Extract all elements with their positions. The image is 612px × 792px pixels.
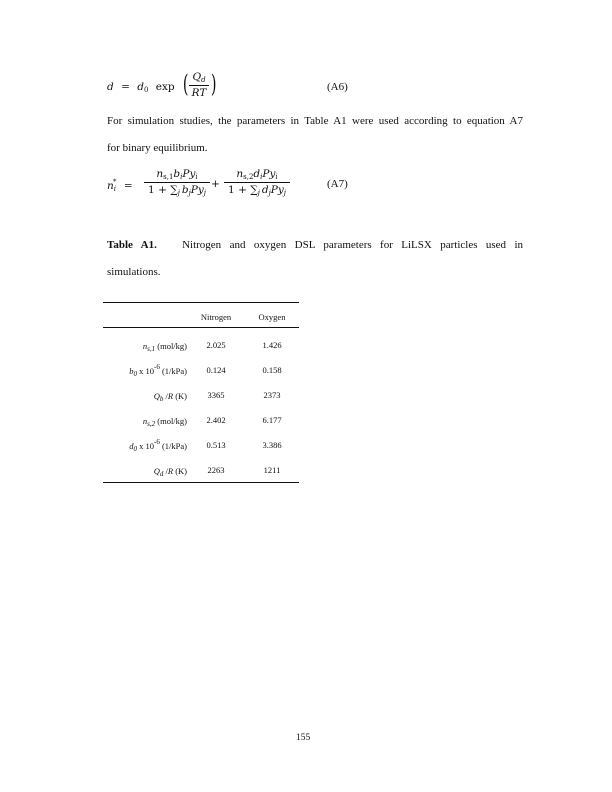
parameter-table <box>103 302 299 484</box>
eq-a6-fraction: $Q_d$ RT <box>189 71 209 99</box>
table-cell-oxygen: 2373 <box>263 390 281 400</box>
equation-a6 <box>107 70 367 106</box>
table-caption <box>107 232 523 286</box>
equation-a7 <box>107 168 367 208</box>
table-header-rule <box>103 327 299 328</box>
eq-a7-term1: $n_{s,1}b_iPy_i$ $1 + \sum_j$ $b_jPy_j$ <box>144 168 210 197</box>
eq-a6-equals: = <box>121 81 130 93</box>
eq-a7-term2: $n_{s,2}d_iPy_i$ $1 + \sum_j$ $d_jPy_j$ <box>224 168 290 197</box>
table-cell-oxygen: 0.158 <box>262 365 282 375</box>
table-row-parameter: $n_{s,2}$ (mol/kg) <box>142 416 187 428</box>
eq-a6-exp: exp <box>155 81 175 93</box>
table-cell-nitrogen: 3365 <box>207 390 225 400</box>
table-cell-nitrogen: 2.402 <box>206 415 226 425</box>
eq-a6-number: (A6) <box>327 81 348 93</box>
table-bottom-rule <box>103 482 299 483</box>
page-number: 155 <box>296 733 311 743</box>
eq-a6-left-paren: ( <box>182 70 189 98</box>
table-cell-oxygen: 1211 <box>263 465 281 475</box>
caption-line-2: simulations. <box>107 266 161 278</box>
caption-label: Table A1. <box>107 239 157 251</box>
table-row-parameter: $b_0$ x $10^{-6}$ (1/kPa) <box>129 363 187 378</box>
table-top-rule <box>103 302 299 303</box>
paragraph-line-1: For simulation studies, the parameters in Table A1 were used according to equation A7 <box>107 115 523 127</box>
table-cell-oxygen: 3.386 <box>262 440 282 450</box>
eq-a7-lhs: $n_i^*$ = <box>107 178 133 193</box>
column-header-nitrogen: Nitrogen <box>200 312 232 322</box>
table-cell-oxygen: 6.177 <box>262 415 282 425</box>
column-header-oxygen: Oxygen <box>258 312 286 322</box>
caption-line-1 <box>107 232 523 259</box>
table-cell-nitrogen: 0.513 <box>206 440 226 450</box>
eq-a6-num: Q <box>192 71 202 83</box>
caption-text-1: Nitrogen and oxygen DSL parameters for LiLSX particles used in <box>182 239 523 251</box>
table-cell-nitrogen: 2263 <box>207 465 225 475</box>
body-paragraph <box>107 108 523 162</box>
table-row-parameter: $d_0$ x $10^{-6}$ (1/kPa) <box>129 438 187 453</box>
table-cell-nitrogen: 0.124 <box>206 365 226 375</box>
eq-a7-plus: + <box>211 178 220 190</box>
table-row-parameter: $n_{s,1}$ (mol/kg) <box>142 341 187 353</box>
table-cell-oxygen: 1.426 <box>262 340 282 350</box>
eq-a6-d0: $d_0$ <box>137 81 149 94</box>
eq-a7-number: (A7) <box>327 178 348 190</box>
eq-a6-lhs: d <box>107 81 114 93</box>
paragraph-line-2: for binary equilibrium. <box>107 142 208 154</box>
eq-a6-right-paren: ) <box>210 70 217 98</box>
table-row-parameter: $Q_b$ /R (K) <box>153 391 187 403</box>
table-row-parameter: $Q_d$ /R (K) <box>153 466 187 478</box>
eq-a6-den: RT <box>191 87 207 99</box>
table-cell-nitrogen: 2.025 <box>206 340 226 350</box>
